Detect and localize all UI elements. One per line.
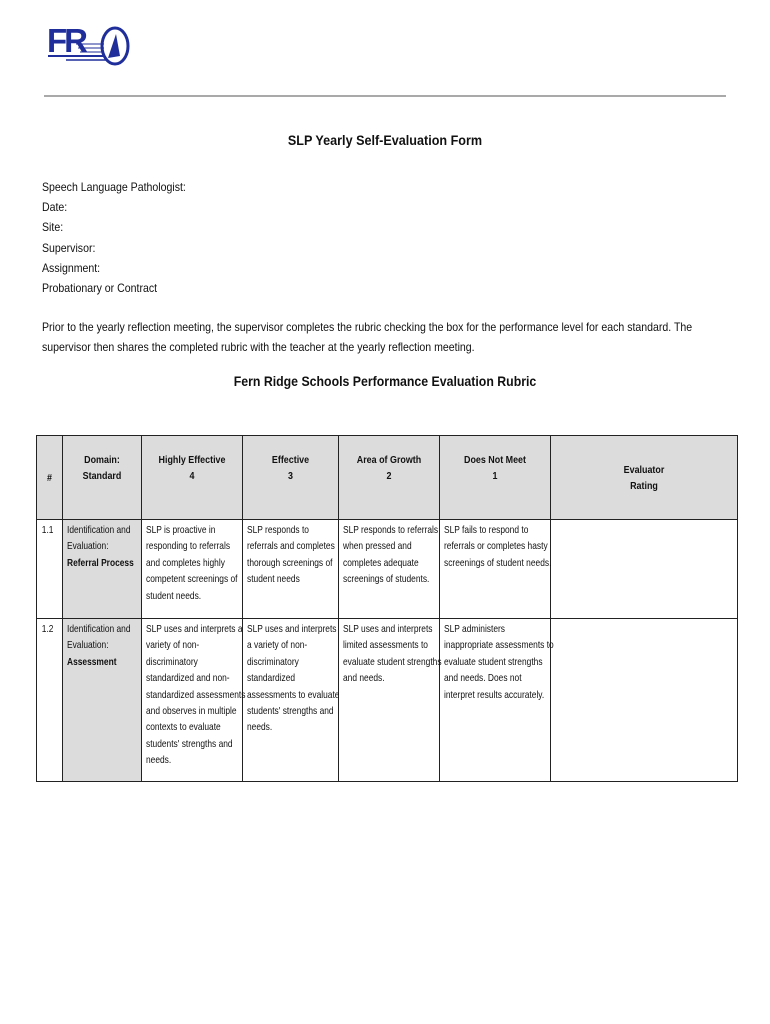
header-highly-effective: Highly Effective 4 bbox=[142, 436, 243, 520]
domain-text: Identification and Evaluation: bbox=[67, 524, 131, 553]
row-domain-standard bbox=[63, 619, 142, 782]
fern-ridge-logo bbox=[46, 18, 132, 68]
cell-evaluator-rating[interactable] bbox=[551, 520, 738, 619]
logo-letters: FR bbox=[47, 22, 85, 59]
cell-does-not-meet: SLP fails to respond to referrals or completes hasty screenings of student needs. bbox=[440, 520, 551, 619]
field-status: Probationary or Contract bbox=[42, 281, 158, 296]
form-fields bbox=[42, 177, 462, 298]
cell-effective: SLP uses and interprets a variety of non-discriminatory standardized assessments to evaluate students' strengths and needs. bbox=[243, 619, 339, 782]
instructions-paragraph: Prior to the yearly reflection meeting, the supervisor completes the rubric checking the box for the performance level for each standard. The supervisor then shares the completed rubric with the teacher at the yearly reflection meeting. bbox=[42, 320, 693, 354]
header-divider bbox=[44, 95, 726, 97]
cell-does-not-meet: SLP administers inappropriate assessments to evaluate student strengths and needs. Does not interpret results accurately. bbox=[440, 619, 551, 782]
field-date: Date: bbox=[42, 200, 68, 215]
field-supervisor: Supervisor: bbox=[42, 240, 96, 255]
field-slp-name: Speech Language Pathologist: bbox=[42, 180, 186, 194]
field-assignment: Assignment: bbox=[42, 260, 101, 275]
standard-text: Assessment bbox=[67, 655, 117, 668]
cell-highly-effective: SLP uses and interprets a variety of non-discriminatory standardized and non-standardized assessments and observes in multiple contexts to evaluate students' strengths and needs. bbox=[142, 619, 243, 782]
cell-effective: SLP responds to referrals and completes thorough screenings of student needs bbox=[243, 520, 339, 619]
header-number: # bbox=[37, 436, 63, 520]
row-number: 1.1 bbox=[37, 520, 63, 619]
header-domain-standard: Domain: Standard bbox=[63, 436, 142, 520]
cell-area-of-growth: SLP uses and interprets limited assessments to evaluate student strengths and needs. bbox=[339, 619, 440, 782]
table-row bbox=[37, 520, 738, 619]
page-title: SLP Yearly Self-Evaluation Form bbox=[287, 132, 483, 148]
header-evaluator-rating: Evaluator Rating bbox=[551, 436, 738, 520]
field-site: Site: bbox=[42, 220, 64, 235]
header-does-not-meet: Does Not Meet 1 bbox=[440, 436, 551, 520]
header-effective: Effective 3 bbox=[243, 436, 339, 520]
cell-area-of-growth: SLP responds to referrals when pressed and completes adequate screenings of students. bbox=[339, 520, 440, 619]
header-area-of-growth: Area of Growth 2 bbox=[339, 436, 440, 520]
table-row bbox=[37, 619, 738, 782]
cell-evaluator-rating[interactable] bbox=[551, 619, 738, 782]
rubric-title: Fern Ridge Schools Performance Evaluation Rubric bbox=[233, 373, 537, 389]
cell-highly-effective: SLP is proactive in responding to referrals and completes highly competent screenings of student needs. bbox=[142, 520, 243, 619]
row-number: 1.2 bbox=[37, 619, 63, 782]
standard-text: Referral Process bbox=[67, 556, 134, 569]
table-header-row bbox=[37, 436, 738, 520]
rubric-table bbox=[36, 435, 738, 782]
domain-text: Identification and Evaluation: bbox=[67, 623, 131, 652]
row-domain-standard bbox=[63, 520, 142, 619]
